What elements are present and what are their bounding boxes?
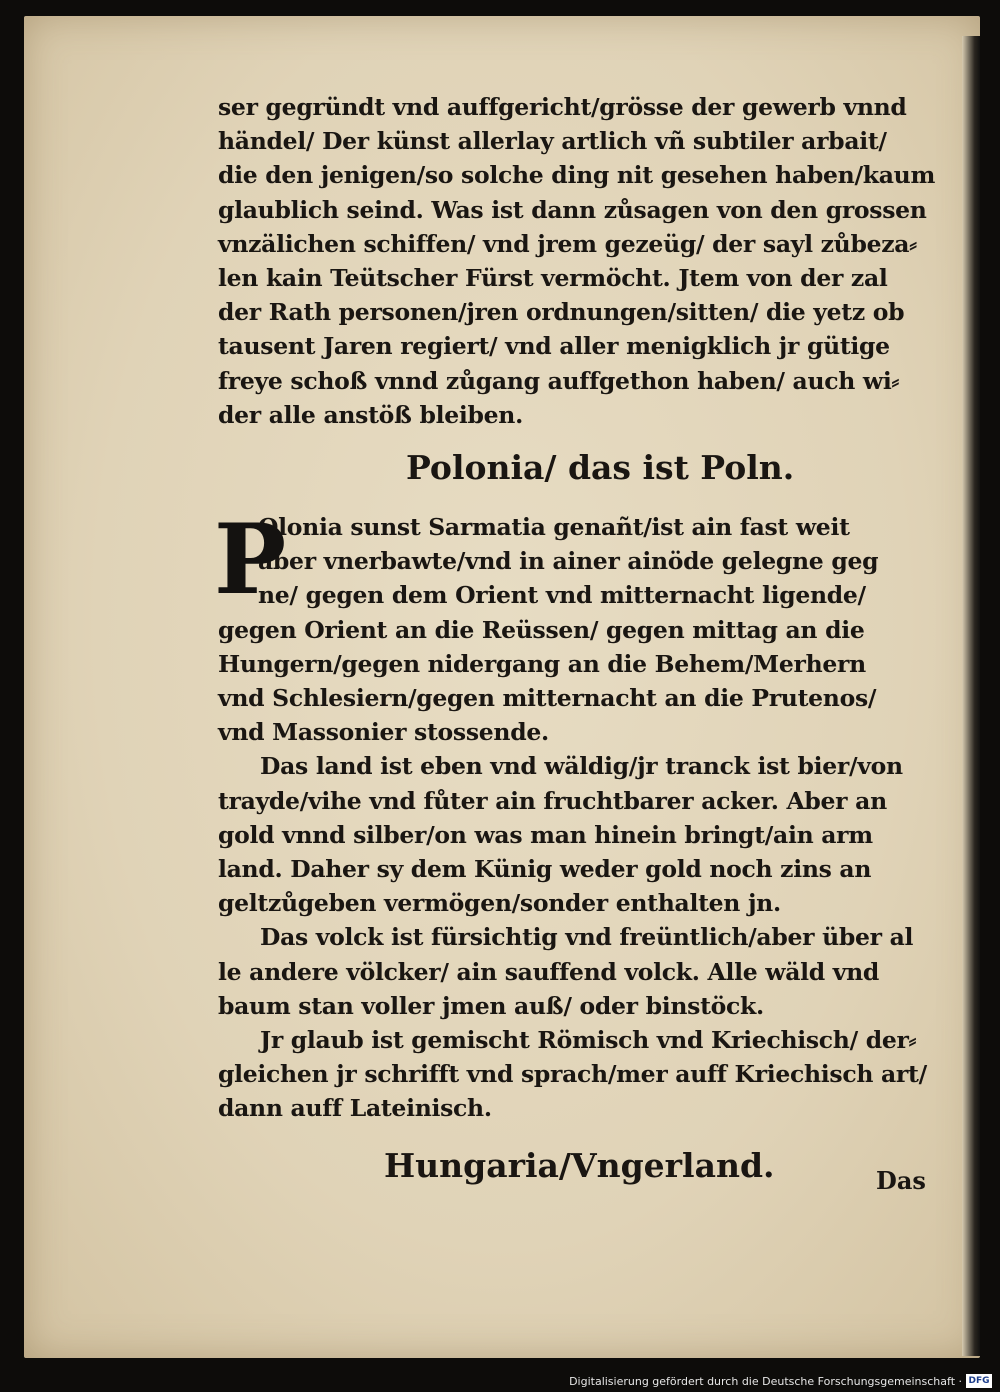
text-line: geltzůgeben vermögen/sonder enthalten jn. bbox=[218, 889, 781, 918]
text-line: freye schoß vnnd zůgang auffgethon haben/ auch wi⸗ bbox=[218, 366, 900, 395]
text-line: die den jenigen/so solche ding nit gesehen haben/kaum bbox=[218, 161, 936, 190]
section-heading-polonia: Polonia/ das ist Poln. bbox=[406, 448, 795, 488]
text-line: vnzälichen schiffen/ vnd jrem gezeüg/ der sayl zůbeza⸗ bbox=[218, 229, 917, 258]
text-line: Das land ist eben vnd wäldig/jr tranck ist bier/von bbox=[260, 752, 903, 781]
text-line: Olonia sunst Sarmatia genañt/ist ain fast weit bbox=[258, 513, 850, 542]
paragraph-polonia bbox=[214, 503, 942, 749]
text-line: ser gegründt vnd auffgericht/grösse der gewerb vnnd bbox=[218, 93, 907, 121]
text-line: Hungern/gegen nidergang an die Behem/Merhern bbox=[218, 649, 866, 678]
text-line: len kain Teütscher Fürst vermöcht. Jtem von der zal bbox=[218, 264, 888, 293]
text-line: tausent Jaren regiert/ vnd aller menigklich jr gütige bbox=[218, 332, 890, 361]
page-gutter bbox=[962, 36, 980, 1356]
footer-bar bbox=[0, 1368, 1000, 1392]
text-line: vnd Massonier stossende. bbox=[218, 718, 549, 747]
paragraph-venice bbox=[218, 90, 942, 432]
text-line: der alle anstöß bleiben. bbox=[218, 400, 523, 429]
text-line: baum stan voller jmen auß/ oder binstöck. bbox=[218, 991, 764, 1020]
section-heading-hungaria: Hungaria/Vngerland. bbox=[384, 1145, 775, 1185]
page-text bbox=[214, 90, 942, 1190]
text-line: le andere völcker/ ain sauffend volck. Alle wäld vnd bbox=[218, 957, 880, 986]
text-line: trayde/vihe vnd fůter ain fruchtbarer acker. Aber an bbox=[218, 786, 887, 815]
text-line: Das volck ist fürsichtig vnd freüntlich/aber über al bbox=[260, 923, 914, 952]
dfg-logo[interactable]: DFG bbox=[966, 1374, 992, 1388]
paragraph-land-volk-glaub bbox=[218, 749, 942, 1125]
text-line: land. Daher sy dem Künig weder gold noch zins an bbox=[218, 855, 872, 884]
catchword: Das bbox=[876, 1166, 926, 1195]
text-line: gegen Orient an die Reüssen/ gegen mittag an die bbox=[218, 615, 865, 644]
funding-credit: Digitalisierung gefördert durch die Deutsche Forschungsgemeinschaft · bbox=[569, 1375, 962, 1388]
text-line: glaublich seind. Was ist dann zůsagen von den grossen bbox=[218, 195, 927, 224]
text-line: dann auff Lateinisch. bbox=[218, 1094, 492, 1123]
text-line: ne/ gegen dem Orient vnd mitternacht ligende/ bbox=[258, 581, 866, 610]
text-line: händel/ Der künst allerlay artlich vñ subtiler arbait/ bbox=[218, 127, 887, 156]
text-line: vnd Schlesiern/gegen mitternacht an die Prutenos/ bbox=[218, 684, 877, 713]
text-line: aber vnerbawte/vnd in ainer ainöde gelegne geg bbox=[258, 547, 879, 576]
text-line: Jr glaub ist gemischt Römisch vnd Kriechisch/ der⸗ bbox=[260, 1026, 917, 1055]
text-line: der Rath personen/jren ordnungen/sitten/ die yetz ob bbox=[218, 298, 905, 327]
text-line: gold vnnd silber/on was man hinein bringt/ain arm bbox=[218, 820, 873, 849]
decorated-initial: P bbox=[214, 503, 287, 617]
text-line: gleichen jr schrifft vnd sprach/mer auff Kriechisch art/ bbox=[218, 1060, 927, 1089]
